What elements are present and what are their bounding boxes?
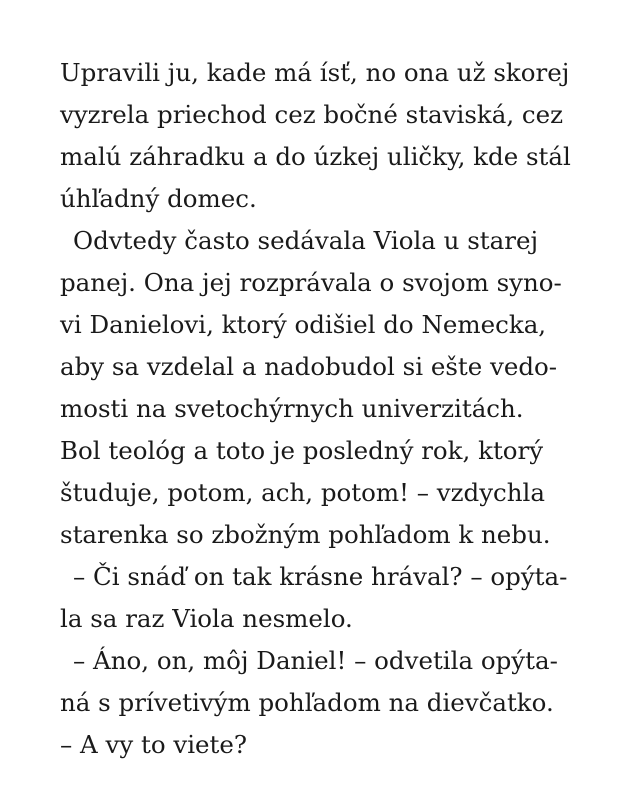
dialogue-line: – Áno, on, môj Daniel! – odvetila opýta-: [73, 646, 558, 675]
text-line: malú záhradku a do úzkej uličky, kde stál: [60, 142, 571, 171]
text-line: študuje, potom, ach, potom! – vzdychla: [60, 478, 545, 507]
text-line: Upravili ju, kade má ísť, no ona už skorej: [60, 58, 570, 87]
text-line: panej. Ona jej rozprávala o svojom syno-: [60, 268, 562, 297]
text-line: vyzrela priechod cez bočné staviská, cez: [60, 100, 564, 129]
text-line: aby sa vzdelal a nadobudol si ešte vedo-: [60, 352, 558, 381]
text-line: starenka so zbožným pohľadom k nebu.: [60, 520, 551, 549]
text-line: mosti na svetochýrnych univerzitách.: [60, 394, 524, 423]
text-line: ná s prívetivým pohľadom na dievčatko.: [60, 688, 554, 717]
text-line: la sa raz Viola nesmelo.: [60, 604, 353, 633]
dialogue-line: – Či snáď on tak krásne hrával? – opýta-: [73, 562, 568, 591]
paragraph-start-line: Odvtedy často sedávala Viola u starej: [73, 226, 539, 255]
dialogue-line: – A vy to viete?: [60, 730, 248, 759]
text-line: vi Danielovi, ktorý odišiel do Nemecka,: [60, 310, 547, 339]
text-line: Bol teológ a toto je posledný rok, ktorý: [60, 436, 544, 465]
text-line: úhľadný domec.: [60, 184, 257, 213]
